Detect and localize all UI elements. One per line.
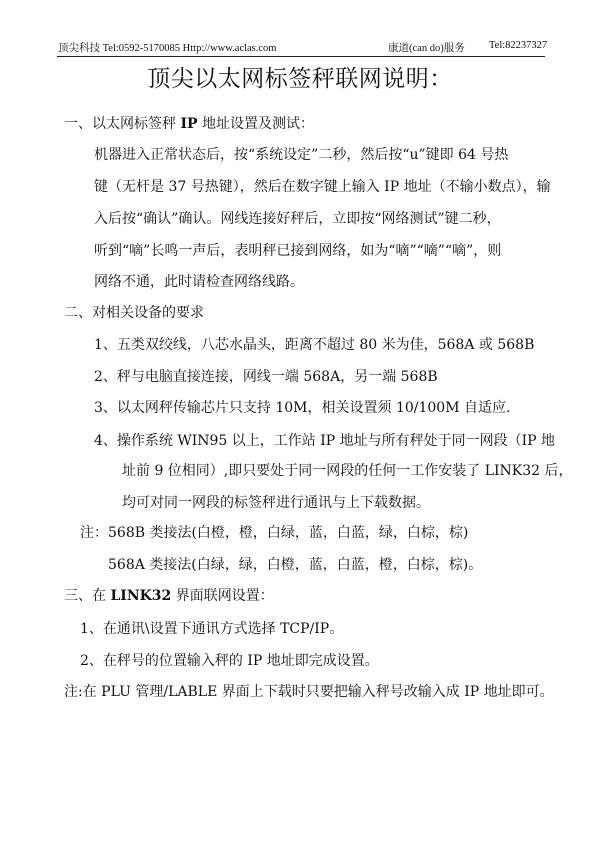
section2-item: 2、秤与电脑直接连接，网线一端 568A，另一端 568B	[94, 369, 438, 385]
header-rule	[57, 56, 545, 57]
section3-heading-link32: LINK32	[110, 588, 172, 604]
section1-line: 键（无杆是 37 号热键），然后在数字键上输入 IP 地址（不输小数点），输	[94, 179, 551, 195]
section1-heading-ip: IP	[180, 116, 198, 132]
section3-heading-suffix: 界面联网设置：	[171, 588, 274, 604]
header-service: 康道(can do)服务	[388, 43, 465, 54]
section3-heading	[64, 585, 274, 605]
section2-item: 均可对同一网段的标签秤进行通讯与上下载数据。	[122, 495, 430, 511]
section2-item: 1、五类双绞线，八芯水晶头，距离不超过 80 米为佳，568A 或 568B	[94, 337, 535, 353]
header-company: 顶尖科技 Tel:0592-5170085 Http://www.aclas.com	[58, 43, 277, 54]
section1-line: 听到“嘀”长鸣一声后，表明秤已接到网络，如为“嘀”“嘀”“嘀”，则	[94, 243, 502, 259]
section1-heading-prefix: 一、以太网标签秤	[64, 116, 181, 132]
section1-heading	[64, 113, 314, 133]
section1-line: 机器进入正常状态后，按“系统设定”二秒，然后按“u”键即 64 号热	[94, 147, 509, 163]
section3-heading-prefix: 三、在	[64, 588, 111, 604]
section2-note: 注：568B 类接法(白橙，橙，白绿，蓝，白蓝，绿，白棕，棕)	[80, 525, 469, 541]
section2-item: 3、以太网秤传输芯片只支持 10M，相关设置须 10/100M 自适应.	[94, 400, 511, 416]
section1-line: 网络不通，此时请检查网络线路。	[94, 274, 304, 290]
section2-item: 4、操作系统 WIN95 以上，工作站 IP 地址与所有秤处于同一网段（IP 地	[94, 433, 556, 449]
section2-heading: 二、对相关设备的要求	[64, 305, 204, 321]
section1-line: 入后按“确认”确认。网线连接好秤后，立即按“网络测试”键二秒，	[94, 211, 501, 227]
header-phone: Tel:82237327	[489, 40, 548, 51]
section3-item: 2、在秤号的位置输入秤的 IP 地址即完成设置。	[80, 653, 379, 669]
section1-heading-suffix: 地址设置及测试：	[197, 116, 314, 132]
section2-note: 568A 类接法(白绿，绿，白橙，蓝，白蓝，橙，白棕，棕)。	[108, 557, 483, 573]
page-title: 顶尖以太网标签秤联网说明：	[147, 66, 453, 92]
section2-item: 址前 9 位相同）,即只要处于同一网段的任何一工作安装了 LINK32 后，	[122, 463, 573, 479]
section3-note: 注:在 PLU 管理/LABLE 界面上下载时只要把输入秤号改输入成 IP 地址即可。	[64, 684, 554, 700]
section3-item: 1、在通讯\设置下通讯方式选择 TCP/IP。	[80, 621, 344, 637]
